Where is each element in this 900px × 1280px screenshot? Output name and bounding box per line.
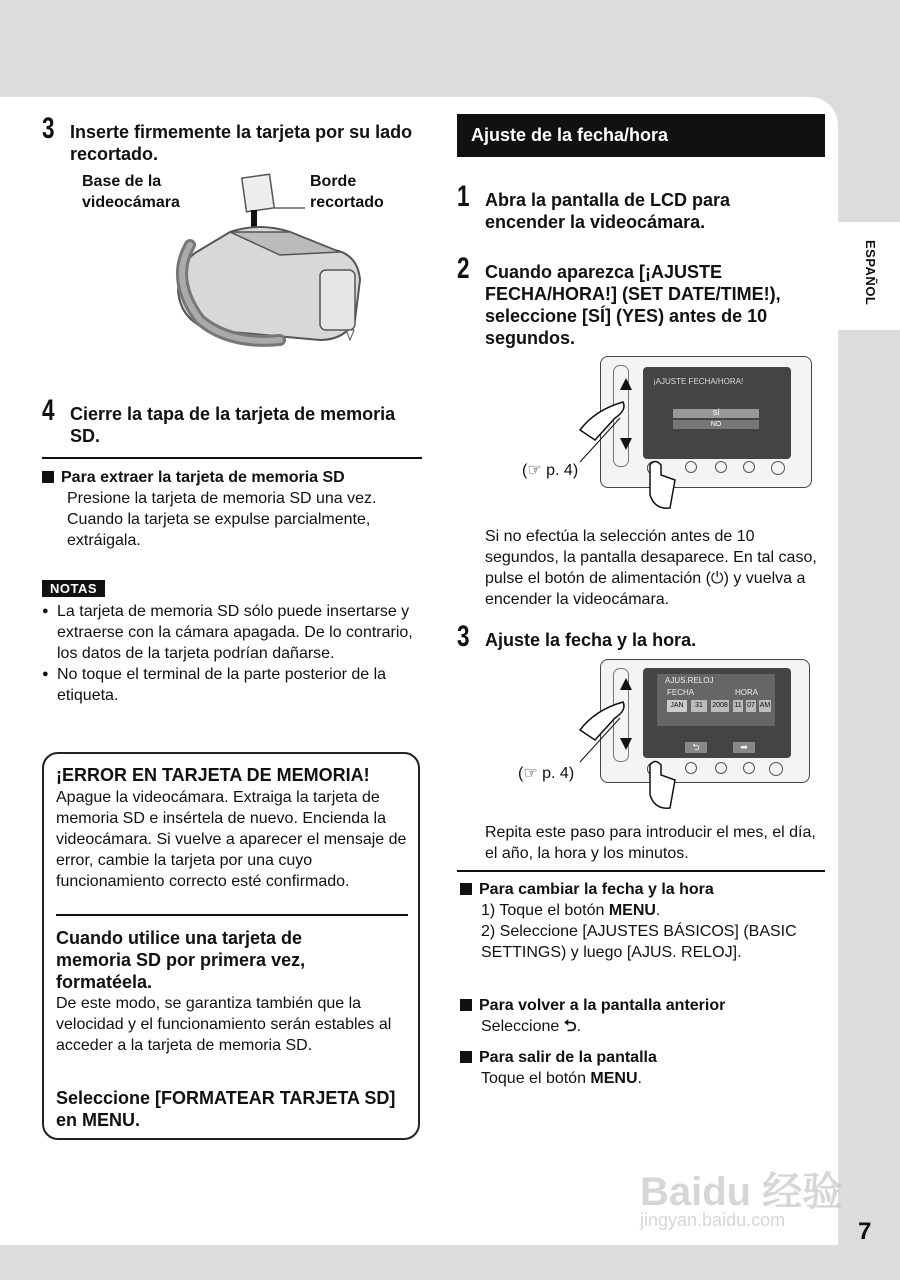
step-3-number: 3 (42, 112, 55, 145)
change-step-2: 2) Seleccione [AJUSTES BÁSICOS] (BASIC SETTINGS) y luego [AJUS. RELOJ]. (481, 923, 797, 961)
change-step-1: 1) Toque el botón MENU. (481, 902, 661, 919)
note-item: ● No toque el terminal de la parte posterior de la etiqueta. (42, 664, 427, 706)
step-3-note: Repita este paso para introducir el mes, el día, el año, la hora y los minutos. (485, 824, 816, 862)
step-3-right-number: 3 (457, 620, 470, 653)
back-body: Seleccione ⮌. (481, 1018, 582, 1035)
panel-button-icon (715, 461, 727, 473)
step-2-note: Si no efectúa la selección antes de 10 segundos, la pantalla desaparece. En tal caso, pulse el botón de alimentación (⏻) y vuelva a encender la videocámara. (485, 528, 817, 608)
pointing-hand-icon: ☞ (527, 462, 542, 479)
change-title: Para cambiar la fecha y la hora (479, 881, 714, 898)
step-2-number: 2 (457, 252, 470, 285)
format-instruction: Seleccione [FORMATEAR TARJETA SD] en MENU. (56, 1088, 396, 1130)
extract-title: Para extraer la tarjeta de memoria SD (61, 469, 345, 486)
month-field: JAN (667, 700, 687, 712)
pointing-hand-icon: ☞ (523, 765, 538, 782)
page-ref-2: (☞ p. 4) (518, 765, 575, 782)
label-base-camara: Base de la videocámara (82, 173, 180, 211)
notes-list (42, 601, 427, 706)
label-borde-recortado: Borde recortado (310, 173, 384, 211)
divider (457, 870, 825, 872)
screen2-title: AJUS.RELOJ (665, 676, 714, 685)
page-number: 7 (858, 1218, 872, 1245)
square-bullet-icon (42, 471, 54, 483)
note-item: ● La tarjeta de memoria SD sólo puede insertarse y extraerse con la cámara apagada. De lo contrario, los datos de la tarjeta podrían dañarse. (42, 601, 427, 664)
watermark-url: jingyan.baidu.com (640, 1210, 786, 1230)
menu-button-icon (771, 461, 785, 475)
screen1-option-yes: SÍ (673, 409, 759, 418)
screen1-title: ¡AJUSTE FECHA/HORA! (653, 377, 744, 386)
screen2-hora-label: HORA (735, 688, 759, 697)
hour-field: 11 (733, 700, 743, 712)
step-1-text: Abra la pantalla de LCD para encender la videocámara. (485, 190, 731, 232)
minute-field: 07 (746, 700, 756, 712)
first-use-title: Cuando utilice una tarjeta de memoria SD por primera vez, formatéela. (56, 928, 306, 992)
back-section (460, 995, 825, 1037)
extract-section (42, 467, 427, 551)
notes-label: NOTAS (42, 580, 105, 597)
square-bullet-icon (460, 883, 472, 895)
year-field: 2008 (711, 700, 729, 712)
panel-button-icon (743, 461, 755, 473)
step-2-text: Cuando aparezca [¡AJUSTE FECHA/HORA!] (SET DATE/TIME!), seleccione [SÍ] (YES) antes de 10 segundos. (485, 262, 781, 348)
panel-button-icon (715, 762, 727, 774)
step-3-text: Inserte firmemente la tarjeta por su lado recortado. (70, 122, 413, 164)
panel-button-icon (743, 762, 755, 774)
screen2-fecha-label: FECHA (667, 688, 695, 697)
square-bullet-icon (460, 1051, 472, 1063)
extract-body-2: Cuando la tarjeta se expulse parcialmente, extráigala. (67, 511, 371, 549)
first-use-body: De este modo, se garantiza también que la velocidad y el funcionamiento serán estables al acceder a la tarjeta de memoria SD. (56, 995, 392, 1054)
watermark-logo: Baidu 经验 (640, 1170, 843, 1214)
panel-button-icon (685, 461, 697, 473)
error-body: Apague la videocámara. Extraiga la tarjeta de memoria SD e insértela de nuevo. Encienda la videocámara. Si vuelve a aparecer el mensaje de error, cambie la tarjeta por una cuyo funcionamiento correcto esté confirmado. (56, 789, 407, 890)
exit-title: Para salir de la pantalla (479, 1049, 657, 1066)
step-1-number: 1 (457, 180, 470, 213)
back-title: Para volver a la pantalla anterior (479, 997, 726, 1014)
camcorder-card-illustration (170, 170, 370, 380)
error-title: ¡ERROR EN TARJETA DE MEMORIA! (56, 765, 370, 785)
ampm-field: AM (759, 700, 771, 712)
step-4-number: 4 (42, 394, 55, 427)
screen1-option-no: NO (673, 420, 759, 429)
change-section (460, 879, 825, 963)
page-ref-1: (☞ p. 4) (522, 462, 579, 479)
menu-button-icon (769, 762, 783, 776)
next-arrow-icon: ➡ (733, 742, 755, 753)
section-header: Ajuste de la fecha/hora (457, 114, 825, 157)
return-arrow-icon: ⮌ (563, 1018, 577, 1035)
square-bullet-icon (460, 999, 472, 1011)
extract-body-1: Presione la tarjeta de memoria SD una vez. (67, 490, 377, 507)
day-field: 31 (691, 700, 707, 712)
exit-body: Toque el botón MENU. (481, 1070, 642, 1087)
panel-button-icon (685, 762, 697, 774)
divider (56, 914, 408, 916)
step-3-right-text: Ajuste la fecha y la hora. (485, 630, 697, 650)
exit-section (460, 1047, 825, 1089)
back-arrow-icon: ⮌ (685, 742, 707, 753)
hand-pointer-illustration-2 (575, 670, 685, 820)
divider (42, 457, 422, 459)
hand-pointer-illustration-1 (575, 370, 685, 520)
side-tab-label: ESPAÑOL (863, 240, 878, 306)
step-4-text: Cierre la tapa de la tarjeta de memoria SD. (70, 404, 396, 446)
